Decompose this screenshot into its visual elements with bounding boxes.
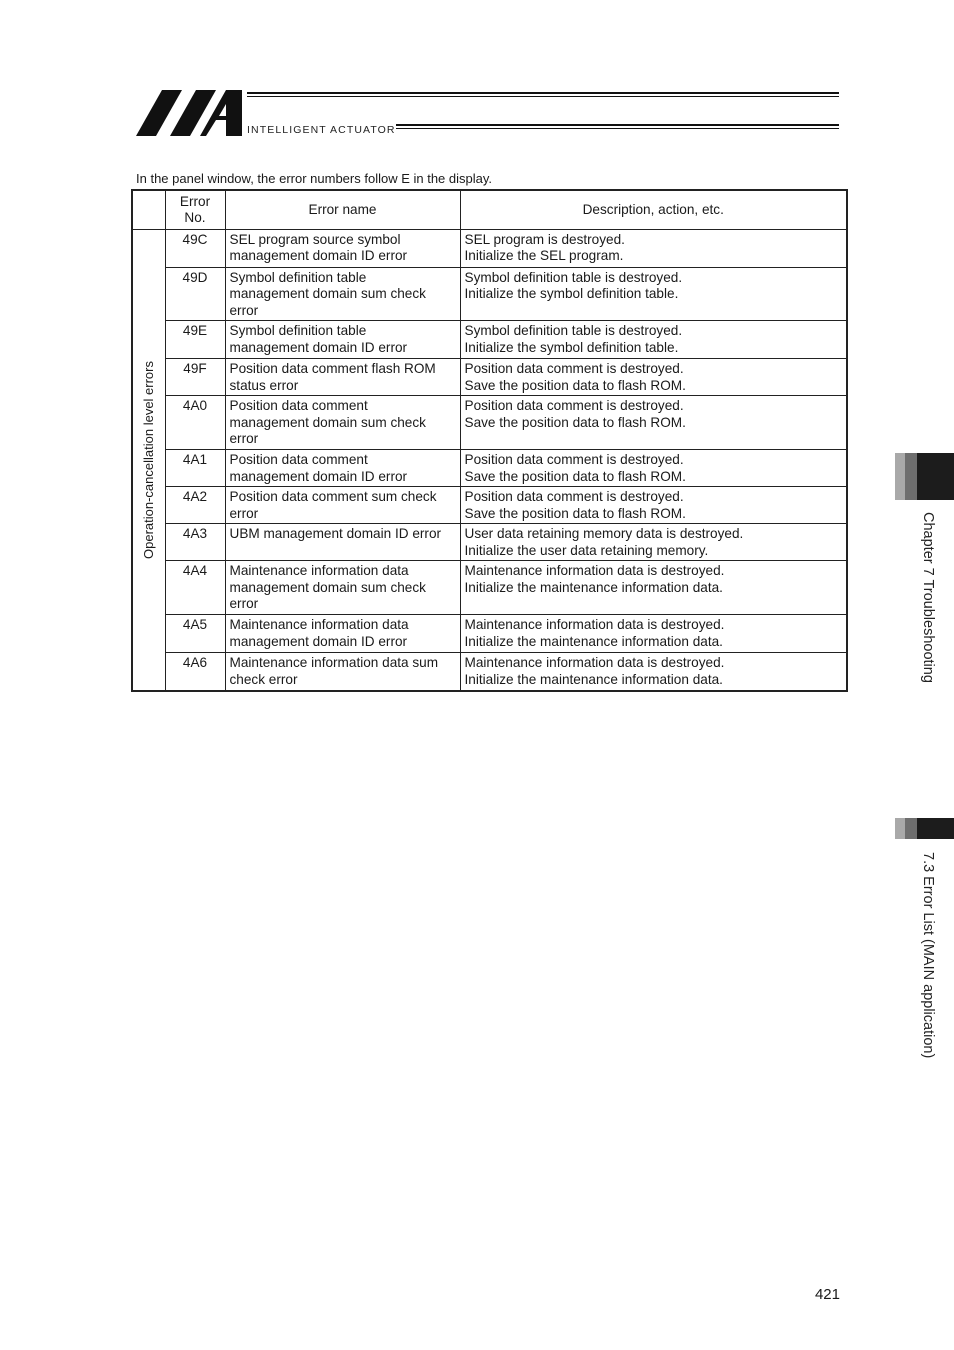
error-no: 49D bbox=[165, 267, 225, 321]
header-error-no: Error No. bbox=[165, 190, 225, 229]
error-no: 4A0 bbox=[165, 396, 225, 450]
error-description: Symbol definition table is destroyed. Initialize the symbol definition table. bbox=[460, 321, 847, 359]
iai-logo bbox=[136, 90, 246, 136]
error-description: Maintenance information data is destroyed. Initialize the maintenance information data. bbox=[460, 561, 847, 615]
table-row bbox=[132, 267, 847, 321]
header-rule bbox=[247, 92, 839, 94]
error-description: Symbol definition table is destroyed. Initialize the symbol definition table. bbox=[460, 267, 847, 321]
error-name: Position data comment management domain sum check error bbox=[225, 396, 460, 450]
header-rule bbox=[396, 128, 839, 129]
error-name: Maintenance information data management domain sum check error bbox=[225, 561, 460, 615]
header-error-name: Error name bbox=[225, 190, 460, 229]
table-row bbox=[132, 561, 847, 615]
error-name: Position data comment management domain ID error bbox=[225, 450, 460, 487]
table-row bbox=[132, 359, 847, 396]
error-description: Position data comment is destroyed. Save the position data to flash ROM. bbox=[460, 359, 847, 396]
table-row bbox=[132, 487, 847, 524]
table-row bbox=[132, 396, 847, 450]
error-name: Position data comment flash ROM status error bbox=[225, 359, 460, 396]
table-row bbox=[132, 321, 847, 359]
error-name: SEL program source symbol management domain ID error bbox=[225, 229, 460, 267]
table-row bbox=[132, 450, 847, 487]
error-no: 4A1 bbox=[165, 450, 225, 487]
error-no: 4A5 bbox=[165, 615, 225, 653]
error-description: Maintenance information data is destroyed. Initialize the maintenance information data. bbox=[460, 653, 847, 691]
section-title: 7.3 Error List (MAIN application) bbox=[920, 852, 936, 1059]
section-tab-mid bbox=[905, 818, 917, 839]
error-name: Symbol definition table management domain sum check error bbox=[225, 267, 460, 321]
section-tab-light bbox=[895, 818, 905, 839]
chapter-title: Chapter 7 Troubleshooting bbox=[920, 512, 936, 683]
table-row bbox=[132, 615, 847, 653]
error-description: Position data comment is destroyed. Save the position data to flash ROM. bbox=[460, 487, 847, 524]
error-name: Maintenance information data management domain ID error bbox=[225, 615, 460, 653]
error-name: Symbol definition table management domain ID error bbox=[225, 321, 460, 359]
error-no: 49E bbox=[165, 321, 225, 359]
table-row bbox=[132, 653, 847, 691]
error-description: User data retaining memory data is destroyed. Initialize the user data retaining memory. bbox=[460, 524, 847, 561]
error-no: 4A6 bbox=[165, 653, 225, 691]
header-blank bbox=[132, 190, 165, 229]
header-rule bbox=[396, 124, 839, 126]
table-row bbox=[132, 229, 847, 267]
category-cell bbox=[132, 229, 165, 691]
chapter-tab-mid bbox=[905, 453, 917, 500]
logo-wordmark: INTELLIGENT ACTUATOR bbox=[247, 124, 396, 136]
category-label: Operation-cancellation level errors bbox=[140, 360, 156, 559]
error-name: Maintenance information data sum check error bbox=[225, 653, 460, 691]
error-no: 4A4 bbox=[165, 561, 225, 615]
error-description: Maintenance information data is destroyed. Initialize the maintenance information data. bbox=[460, 615, 847, 653]
intro-text: In the panel window, the error numbers follow E in the display. bbox=[136, 171, 493, 186]
chapter-tab-light bbox=[895, 453, 905, 500]
error-no: 49F bbox=[165, 359, 225, 396]
error-description: SEL program is destroyed. Initialize the SEL program. bbox=[460, 229, 847, 267]
error-description: Position data comment is destroyed. Save the position data to flash ROM. bbox=[460, 396, 847, 450]
section-tab-dark bbox=[917, 818, 954, 839]
table-row bbox=[132, 524, 847, 561]
error-name: Position data comment sum check error bbox=[225, 487, 460, 524]
header-description: Description, action, etc. bbox=[460, 190, 847, 229]
error-description: Position data comment is destroyed. Save the position data to flash ROM. bbox=[460, 450, 847, 487]
chapter-tab-dark bbox=[917, 453, 954, 500]
error-no: 4A3 bbox=[165, 524, 225, 561]
page-number: 421 bbox=[814, 1286, 840, 1303]
error-name: UBM management domain ID error bbox=[225, 524, 460, 561]
header-rule bbox=[247, 96, 839, 97]
error-no: 4A2 bbox=[165, 487, 225, 524]
error-no: 49C bbox=[165, 229, 225, 267]
error-table bbox=[131, 189, 848, 692]
